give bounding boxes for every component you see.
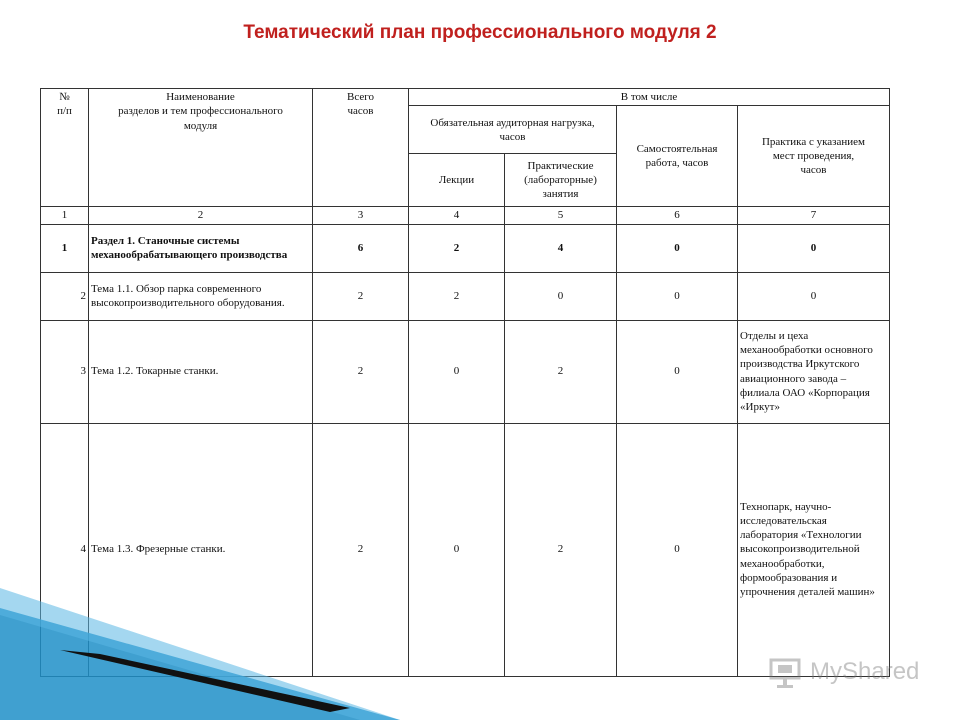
column-number: 5: [505, 207, 617, 224]
row-practical: 2: [505, 423, 617, 676]
column-number: 4: [409, 207, 505, 224]
row-name: Раздел 1. Станочные системы механообрабатывающего производства: [89, 224, 313, 272]
row-num: 3: [41, 320, 89, 423]
table-row: [41, 320, 890, 423]
row-lectures: 0: [409, 320, 505, 423]
column-number: 7: [738, 207, 890, 224]
column-number: 3: [313, 207, 409, 224]
header-name: Наименование разделов и тем профессионального модуля: [89, 89, 313, 207]
header-total: Всего часов: [313, 89, 409, 207]
header-num: № п/п: [41, 89, 89, 207]
row-independent: 0: [617, 320, 738, 423]
table-row: [41, 224, 890, 272]
row-name: Тема 1.3. Фрезерные станки.: [89, 423, 313, 676]
row-independent: 0: [617, 423, 738, 676]
row-practical: 4: [505, 224, 617, 272]
row-total: 6: [313, 224, 409, 272]
header-mandatory: Обязательная аудиторная нагрузка, часов: [409, 106, 617, 154]
header-including: В том числе: [409, 89, 890, 106]
row-lectures: 2: [409, 224, 505, 272]
row-lectures: 2: [409, 272, 505, 320]
row-name: Тема 1.1. Обзор парка современного высокопроизводительного оборудования.: [89, 272, 313, 320]
presentation-icon: [768, 656, 802, 690]
row-practice: Отделы и цеха механообработки основного производства Иркутского авиационного завода – филиала ОАО «Корпорация «Иркут»: [738, 320, 890, 423]
row-practice: 0: [738, 272, 890, 320]
row-total: 2: [313, 423, 409, 676]
slide-corner-decoration: [0, 580, 400, 720]
row-lectures: 0: [409, 423, 505, 676]
header-lectures: Лекции: [409, 154, 505, 207]
row-num: 1: [41, 224, 89, 272]
column-number: 1: [41, 207, 89, 224]
row-practical: 2: [505, 320, 617, 423]
row-independent: 0: [617, 224, 738, 272]
row-num: 2: [41, 272, 89, 320]
table-row: [41, 272, 890, 320]
page-title: Тематический план профессионального модуля 2: [243, 22, 717, 43]
row-practice: Технопарк, научно-исследовательская лаборатория «Технологии высокопроизводительной механообработки, формообразования и упрочнения деталей машин»: [738, 423, 890, 676]
row-name: Тема 1.2. Токарные станки.: [89, 320, 313, 423]
header-practice: Практика с указанием мест проведения, часов: [738, 106, 890, 207]
row-num: 4: [41, 423, 89, 676]
header-independent: Самостоятельная работа, часов: [617, 106, 738, 207]
column-number: 2: [89, 207, 313, 224]
row-practical: 0: [505, 272, 617, 320]
myshared-watermark: [768, 656, 928, 694]
row-practice: 0: [738, 224, 890, 272]
column-number: 6: [617, 207, 738, 224]
row-total: 2: [313, 272, 409, 320]
row-independent: 0: [617, 272, 738, 320]
watermark-text: MyShared: [810, 658, 920, 685]
header-practical: Практические (лабораторные) занятия: [505, 154, 617, 207]
row-total: 2: [313, 320, 409, 423]
